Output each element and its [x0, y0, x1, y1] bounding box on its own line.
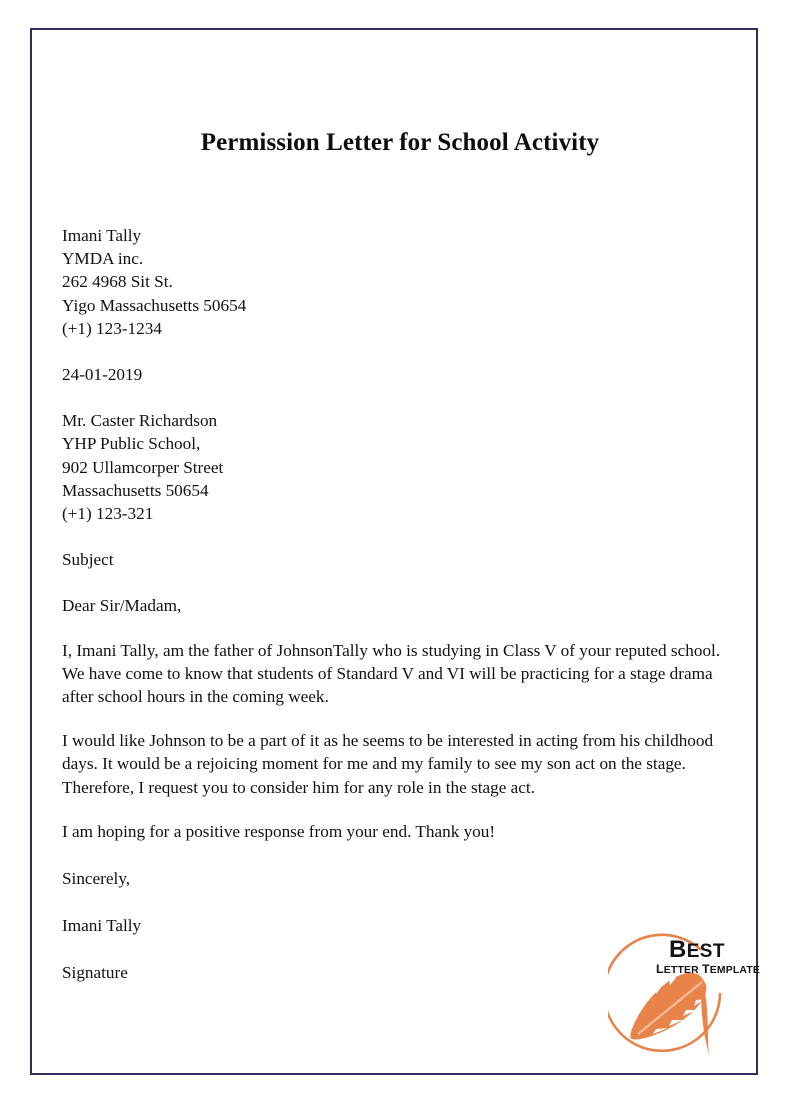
body-paragraph: I am hoping for a positive response from your end. Thank you! [62, 821, 496, 841]
salutation: Dear Sir/Madam, [62, 596, 182, 616]
page-title: Permission Letter for School Activity [200, 129, 600, 156]
body-paragraph: I would like Johnson to be a part of it as he seems to be interested in acting from his childhood days. It would be a rejoicing moment for me and my family to see my son act on the stage. Therefore, I request you to consider him for any role in the stage act. [62, 731, 714, 797]
signature-label: Signature [62, 963, 128, 983]
subject-label: Subject [62, 550, 114, 570]
logo-brand-initial: B [669, 936, 687, 963]
logo-brand-tagline: LETTER TEMPLATE [656, 962, 760, 976]
sender-line: YMDA inc. [62, 249, 144, 269]
sender-line: Yigo Massachusetts 50654 [62, 295, 247, 315]
sender-address-block [62, 158, 738, 340]
recipient-address-block [62, 386, 738, 525]
recipient-line: Massachusetts 50654 [62, 480, 209, 500]
sender-line: Imani Tally [62, 226, 142, 245]
logo-brand-rest: EST [686, 941, 725, 962]
valediction: Sincerely, [62, 869, 131, 889]
recipient-line: YHP Public School, [62, 434, 201, 454]
letter-content [62, 28, 738, 985]
recipient-line: 902 Ullamcorper Street [62, 457, 224, 477]
closing-sender-name: Imani Tally [62, 916, 142, 936]
logo-brand-name [669, 936, 725, 963]
recipient-line: Mr. Caster Richardson [62, 411, 218, 431]
sender-line: (+1) 123-1234 [62, 318, 162, 338]
brand-logo [608, 928, 760, 1070]
letter-date: 24-01-2019 [62, 365, 143, 385]
body-paragraph: I, Imani Tally, am the father of JohnsonTally who is studying in Class V of your reputed school. We have come to know that students of Standard V and VI will be practicing for a stage drama after school hours in the coming week. [62, 640, 721, 707]
sender-line: 262 4968 Sit St. [62, 272, 173, 292]
feather-quill-icon [630, 973, 711, 1058]
recipient-line: (+1) 123-321 [62, 504, 154, 524]
